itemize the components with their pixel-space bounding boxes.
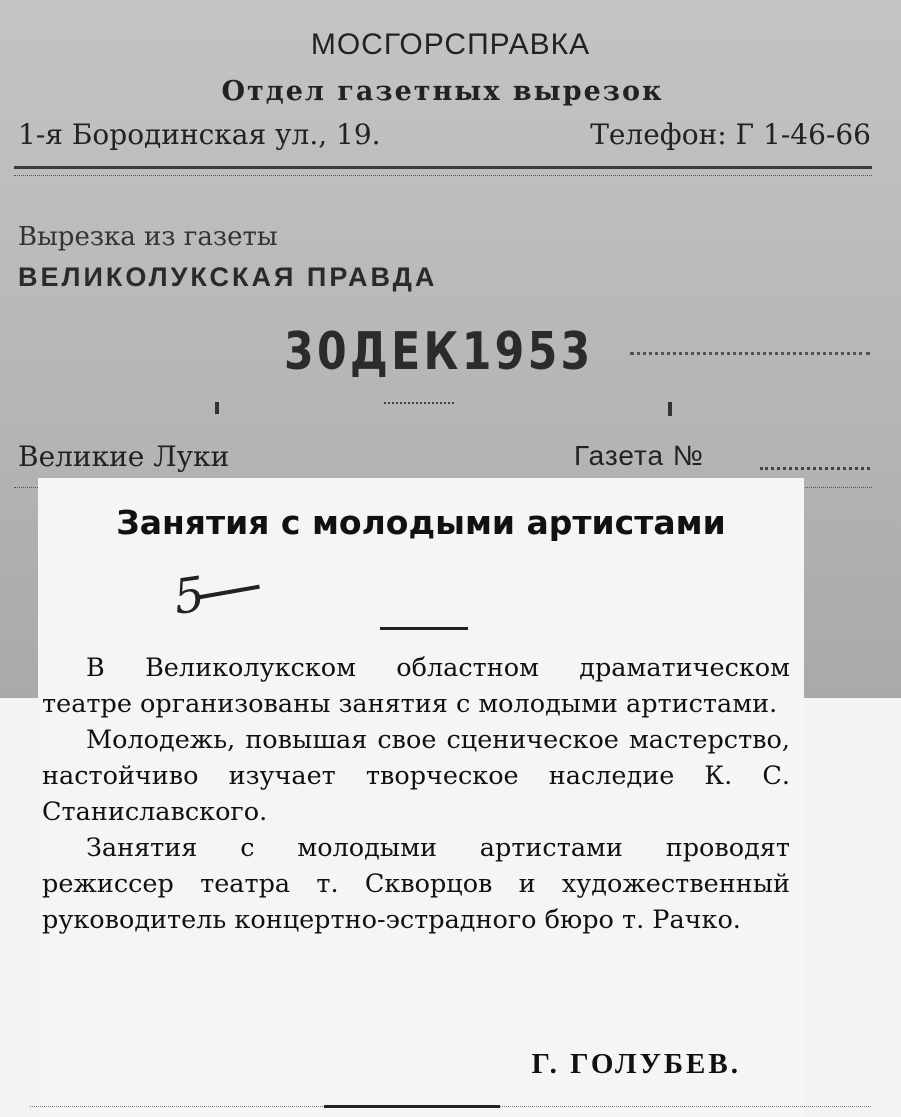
issue-number-label: Газета № xyxy=(574,440,704,471)
article-paragraph: Молодежь, повышая свое сценическое мастерство, настойчиво изучает творческое наследие К. С. Станиславского. xyxy=(42,725,790,827)
header-rule xyxy=(14,166,872,169)
article-author: Г. ГОЛУБЕВ. xyxy=(531,1048,741,1080)
issue-number-dotted-line xyxy=(760,467,870,470)
print-mark xyxy=(215,402,219,414)
date-dotted-line xyxy=(630,352,870,355)
pencil-mark: 5 xyxy=(170,566,209,626)
department-name: Отдел газетных вырезок xyxy=(221,76,664,107)
date-stamp-underline xyxy=(384,402,454,404)
article-paragraph: Занятия с молодыми артистами проводят режиссер театра т. Скворцов и художественный руководитель концертно-эстрадного бюро т. Рачко. xyxy=(42,833,790,935)
article-headline: Занятия с молодыми артистами xyxy=(116,503,726,542)
newspaper-name: ВЕЛИКОЛУКСКАЯ ПРАВДА xyxy=(18,262,438,292)
phone-number: Телефон: Г 1-46-66 xyxy=(590,118,871,151)
city-name: Великие Луки xyxy=(18,440,230,473)
print-mark xyxy=(668,402,672,416)
headline-rule xyxy=(380,627,468,630)
article-paragraph: В Великолукском областном драматическом театре организованы занятия с молодыми артистами. xyxy=(42,653,790,719)
date-stamp: 30ДЕК1953 xyxy=(284,322,594,382)
organization-title: МОСГОРСПРАВКА xyxy=(310,28,591,61)
clipping-label: Вырезка из газеты xyxy=(18,222,278,252)
article-body xyxy=(42,650,790,938)
bottom-rule xyxy=(324,1105,500,1108)
header-dotted-rule xyxy=(14,175,872,176)
address: 1-я Бородинская ул., 19. xyxy=(18,118,381,151)
